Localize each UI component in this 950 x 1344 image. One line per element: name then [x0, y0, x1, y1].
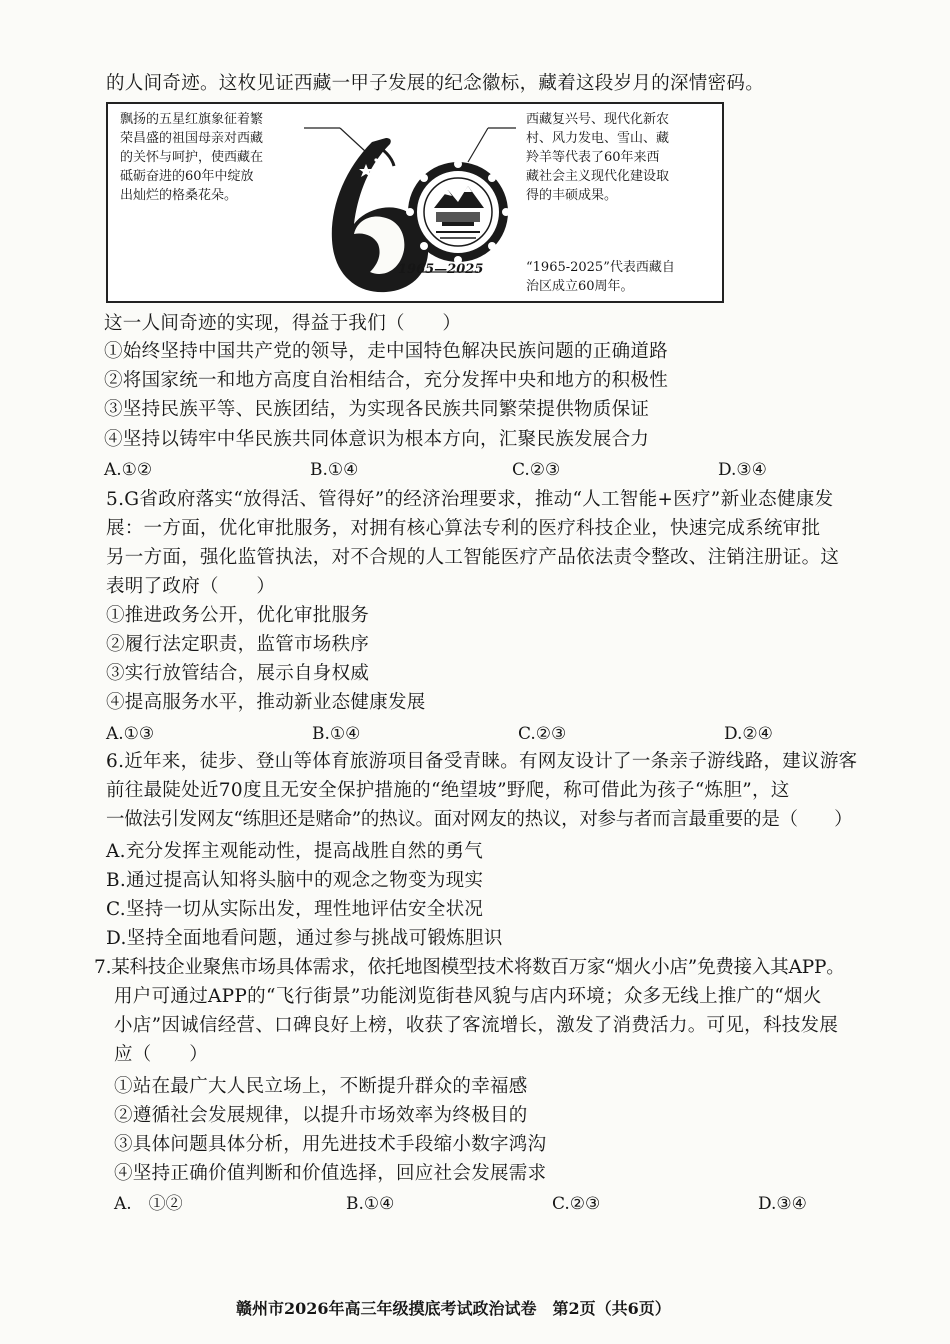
q5-item-3: ③实行放管结合，展示自身权威 [106, 663, 370, 684]
intro-line: 的人间奇迹。这枚见证西藏一甲子发展的纪念徽标，藏着这段岁月的深情密码。 [106, 73, 765, 94]
medallion-zero [406, 160, 510, 264]
figure-note-left: 飘扬的五星红旗象征着繁 荣昌盛的祖国母亲对西藏 的关怀与呵护，使西藏在 砥砺奋进的60年中绽放 出灿烂的格桑花朵。 [120, 112, 264, 203]
q7-item-1: ①站在最广大人民立场上，不断提升群众的幸福感 [114, 1076, 528, 1097]
q4-option-b[interactable]: B.①④ [310, 460, 359, 480]
q5-option-b[interactable]: B.①④ [312, 724, 361, 744]
q4-item-3: ③坚持民族平等、民族团结，为实现各民族共同繁荣提供物质保证 [104, 399, 650, 420]
figure-note-right-top: 西藏复兴号、现代化新农 村、风力发电、雪山、藏 羚羊等代表了60年来西 藏社会主义现代化建设取 得的丰硕成果。 [526, 112, 670, 203]
q5-stem-line-3: 另一方面，强化监管执法，对不合规的人工智能医疗产品依法责令整改、注销注册证。这 [106, 547, 840, 568]
q7-stem-line-4: 应（ ） [114, 1044, 209, 1065]
q7-option-d[interactable]: D.③④ [758, 1194, 807, 1214]
q5-stem-line-4: 表明了政府（ ） [106, 576, 276, 597]
q7-item-2: ②遵循社会发展规律，以提升市场效率为终极目的 [114, 1105, 528, 1126]
q4-stem: 这一人间奇迹的实现，得益于我们（ ） [104, 313, 462, 334]
q5-item-4: ④提高服务水平，推动新业态健康发展 [106, 692, 426, 713]
q5-option-d[interactable]: D.②④ [724, 724, 773, 744]
q6-stem-line-3: 一做法引发网友“练胆还是赌命”的热议。面对网友的热议，对参与者而言最重要的是（ ） [106, 809, 853, 830]
q5-option-a[interactable]: A.①③ [106, 724, 155, 744]
q4-option-d[interactable]: D.③④ [718, 460, 767, 480]
q6-choice-b[interactable]: B.通过提高认知将头脑中的观念之物变为现实 [106, 870, 484, 891]
q6-choice-d[interactable]: D.坚持全面地看问题，通过参与挑战可锻炼胆识 [106, 928, 503, 949]
page-footer: 赣州市2026年高三年级摸底考试政治试卷 第2页（共6页） [236, 1299, 671, 1318]
q5-item-2: ②履行法定职责，监管市场秩序 [106, 634, 370, 655]
q4-option-c[interactable]: C.②③ [512, 460, 561, 480]
year-label: 1965—2025 [398, 262, 484, 277]
q5-stem-line-2: 展：一方面，优化审批服务，对拥有核心算法专利的医疗科技企业，快速完成系统审批 [106, 518, 821, 539]
q7-stem-line-1: 7.某科技企业聚焦市场具体需求，依托地图模型技术将数百万家“烟火小店”免费接入其APP。 [94, 957, 845, 978]
q6-choice-a[interactable]: A.充分发挥主观能动性，提高战胜自然的勇气 [106, 841, 484, 862]
emblem-figure [106, 102, 724, 303]
q5-stem-line-1: 5.G省政府落实“放得活、管得好”的经济治理要求，推动“人工智能+医疗”新业态健康发 [106, 489, 834, 510]
q5-option-c[interactable]: C.②③ [518, 724, 567, 744]
q6-choice-c[interactable]: C.坚持一切从实际出发，理性地评估安全状况 [106, 899, 484, 920]
q4-item-2: ②将国家统一和地方高度自治相结合，充分发挥中央和地方的积极性 [104, 370, 669, 391]
q7-stem-line-3: 小店”因诚信经营、口碑良好上榜，收获了客流增长，激发了消费活力。可见，科技发展 [114, 1015, 839, 1036]
q7-stem-line-2: 用户可通过APP的“飞行街景”功能浏览街巷风貌与店内环境；众多无线上推广的“烟火 [114, 986, 822, 1007]
q4-option-a[interactable]: A.①② [104, 460, 153, 480]
figure-note-right-bottom: “1965-2025”代表西藏自 治区成立60周年。 [526, 260, 675, 294]
q4-item-1: ①始终坚持中国共产党的领导，走中国特色解决民族问题的正确道路 [104, 341, 669, 362]
q6-stem-line-1: 6.近年来，徒步、登山等体育旅游项目备受青睐。有网友设计了一条亲子游线路，建议游客 [106, 751, 858, 772]
q5-item-1: ①推进政务公开，优化审批服务 [106, 605, 370, 626]
q7-item-4: ④坚持正确价值判断和价值选择，回应社会发展需求 [114, 1163, 547, 1184]
q7-option-a[interactable]: A. ①② [114, 1194, 183, 1214]
q4-item-4: ④坚持以铸牢中华民族共同体意识为根本方向，汇聚民族发展合力 [104, 429, 650, 450]
q6-stem-line-2: 前往最陡处近70度且无安全保护措施的“绝望坡”野爬，称可借此为孩子“炼胆”，这 [106, 780, 790, 801]
q7-option-b[interactable]: B.①④ [346, 1194, 395, 1214]
q7-option-c[interactable]: C.②③ [552, 1194, 601, 1214]
q7-item-3: ③具体问题具体分析，用先进技术手段缩小数字鸿沟 [114, 1134, 547, 1155]
